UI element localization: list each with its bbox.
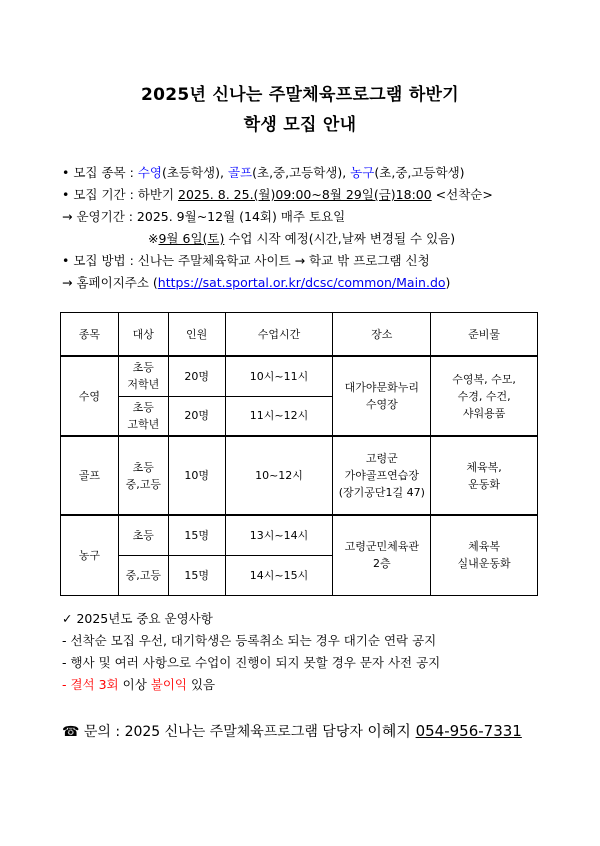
- cell-target: 초등 중,고등: [118, 436, 168, 515]
- bullet-icon: •: [62, 165, 70, 180]
- info-sports: • 모집 종목 : 수영(초등학생), 골프(초,중,고등학생), 농구(초,중,고등학생): [62, 165, 465, 180]
- cell-time: 13시~14시: [225, 515, 333, 555]
- cell-time: 10~12시: [225, 436, 333, 515]
- cell-target: 초등 고학년: [118, 396, 168, 436]
- note-item: - 행사 및 여러 사항으로 수업이 진행이 되지 못할 경우 문자 사전 공지: [62, 655, 441, 670]
- info-recruit-period: • 모집 기간 : 하반기 2025. 8. 25.(월)09:00~8월 29일(금)18:00 <선착순>: [62, 187, 493, 202]
- bullet-icon: •: [62, 187, 70, 202]
- cell-target: 초등 저학년: [118, 356, 168, 396]
- page-subtitle: 학생 모집 안내: [243, 115, 357, 135]
- notes-heading: ✓ 2025년도 중요 운영사항: [62, 611, 213, 626]
- cell-count: 15명: [168, 515, 225, 555]
- table-header-row: [61, 313, 538, 357]
- cell-time: 11시~12시: [225, 396, 333, 436]
- note-item: - 선착순 모집 우선, 대기학생은 등록취소 되는 경우 대기순 연락 공지: [62, 633, 437, 648]
- cell-sport-golf: 골프: [61, 436, 119, 515]
- cell-prep: 수영복, 수모, 수경, 수건, 샤워용품: [431, 356, 538, 436]
- cell-sport-basketball: 농구: [61, 515, 119, 595]
- cell-count: 20명: [168, 356, 225, 396]
- contact-line: ☎ 문의 : 2025 신나는 주말체육프로그램 담당자 이혜지 054-956-7331: [62, 722, 522, 740]
- cell-prep: 체육복, 운동화: [431, 436, 538, 515]
- cell-place: 고령군 가야골프연습장 (장기공단1길 47): [333, 436, 431, 515]
- cell-sport-swim: 수영: [61, 356, 119, 436]
- header-sport: 종목: [61, 313, 119, 357]
- arrow-icon: →: [62, 209, 73, 224]
- homepage-link[interactable]: https://sat.sportal.or.kr/dcsc/common/Main.do: [157, 275, 446, 290]
- cell-target: 초등: [118, 515, 168, 555]
- table-row: [61, 356, 538, 396]
- header-place: 장소: [333, 313, 431, 357]
- header-time: 수업시간: [225, 313, 333, 357]
- cell-prep: 체육복 실내운동화: [431, 515, 538, 595]
- info-method: • 모집 방법 : 신나는 주말체육학교 사이트 → 학교 밖 프로그램 신청: [62, 253, 430, 268]
- note-item: - 결석 3회 이상 불이익 있음: [62, 677, 216, 692]
- cell-count: 10명: [168, 436, 225, 515]
- contact-phone[interactable]: 054-956-7331: [415, 722, 522, 740]
- info-homepage: → 홈페이지주소 (https://sat.sportal.or.kr/dcsc/common/Main.do): [62, 275, 451, 290]
- info-start-note: ※9월 6일(토) 수업 시작 예정(시간,날짜 변경될 수 있음): [148, 231, 456, 246]
- page-title: 2025년 신나는 주말체육프로그램 하반기: [141, 85, 459, 105]
- header-count: 인원: [168, 313, 225, 357]
- schedule-table: [60, 312, 538, 596]
- header-prep: 준비물: [431, 313, 538, 357]
- info-operation-period: → 운영기간 : 2025. 9월~12월 (14회) 매주 토요일: [62, 209, 346, 224]
- info-section: [62, 162, 493, 294]
- cell-place: 대가야문화누리 수영장: [333, 356, 431, 436]
- cell-count: 20명: [168, 396, 225, 436]
- cell-count: 15명: [168, 555, 225, 595]
- cell-target: 중,고등: [118, 555, 168, 595]
- phone-icon: ☎: [62, 724, 80, 740]
- bullet-icon: •: [62, 253, 70, 268]
- cell-time: 10시~11시: [225, 356, 333, 396]
- arrow-icon: →: [62, 275, 73, 290]
- header-target: 대상: [118, 313, 168, 357]
- notes-section: [62, 608, 440, 696]
- cell-time: 14시~15시: [225, 555, 333, 595]
- table-row: [61, 515, 538, 555]
- table-row: [61, 436, 538, 515]
- contact-name: 이혜지: [367, 722, 416, 740]
- cell-place: 고령군민체육관 2층: [333, 515, 431, 595]
